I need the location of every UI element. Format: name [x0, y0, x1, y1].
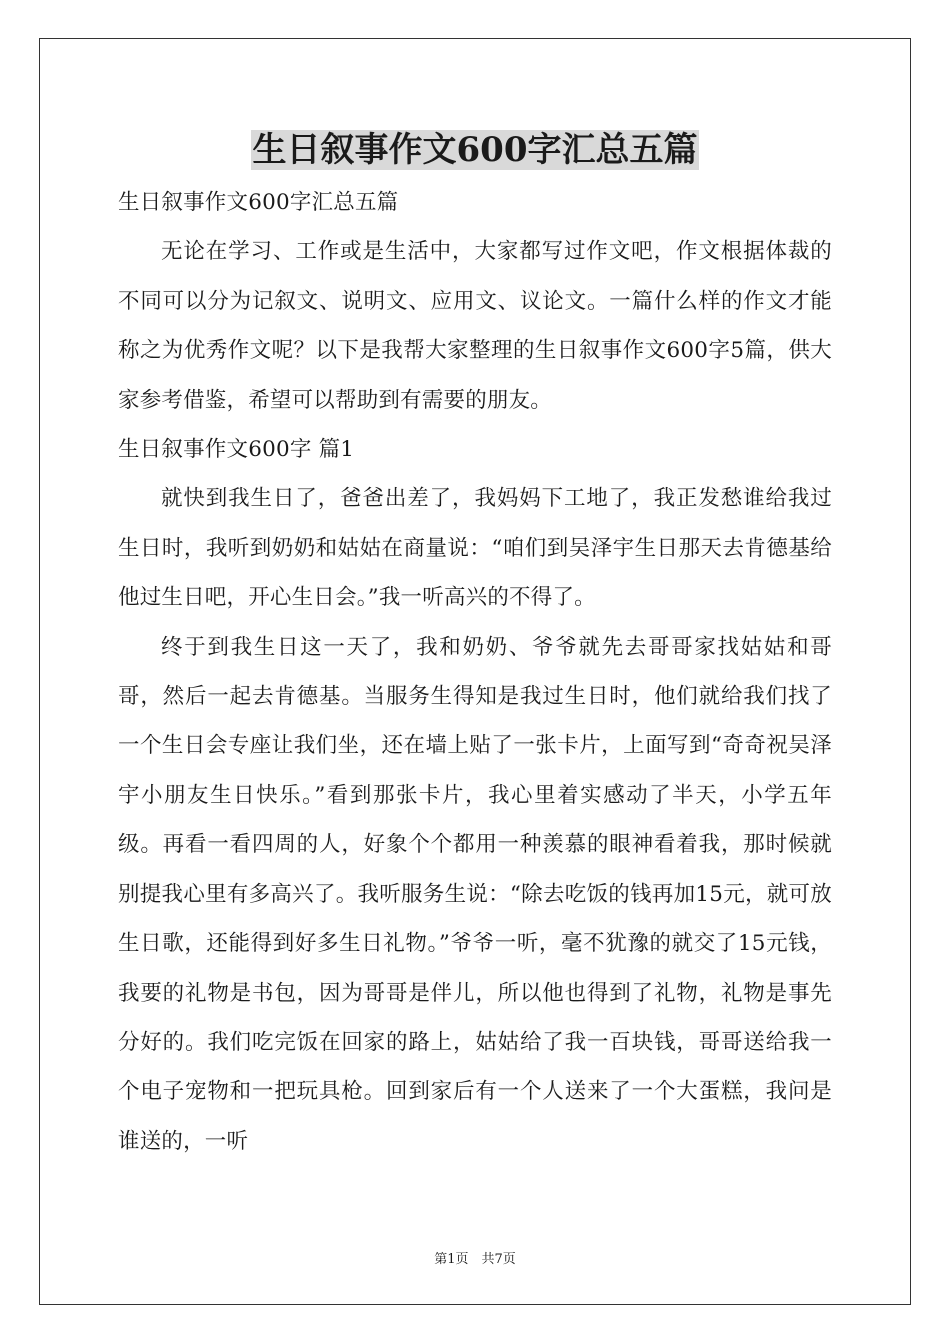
document-body	[118, 178, 832, 1166]
document-title	[0, 128, 950, 172]
intro-paragraph: 无论在学习、工作或是生活中，大家都写过作文吧，作文根据体裁的不同可以分为记叙文、说明文、应用文、议论文。一篇什么样的作文才能称之为优秀作文呢？以下是我帮大家整理的生日叙事作文600字5篇，供大家参考借鉴，希望可以帮助到有需要的朋友。	[118, 239, 832, 413]
body-paragraph: 终于到我生日这一天了，我和奶奶、爷爷就先去哥哥家找姑姑和哥哥，然后一起去肯德基。当服务生得知是我过生日时，他们就给我们找了一个生日会专座让我们坐，还在墙上贴了一张卡片，上面写到“奇奇祝吴泽宇小朋友生日快乐。”看到那张卡片，我心里着实感动了半天，小学五年级。再看一看四周的人，好象个个都用一种羡慕的眼神看着我，那时候就别提我心里有多高兴了。我听服务生说：“除去吃饭的钱再加15元，就可放生日歌，还能得到好多生日礼物。”爷爷一听，毫不犹豫的就交了15元钱，我要的礼物是书包，因为哥哥是伴儿，所以他也得到了礼物，礼物是事先分好的。我们吃完饭在回家的路上，姑姑给了我一百块钱，哥哥送给我一个电子宠物和一把玩具枪。回到家后有一个人送来了一个大蛋糕，我问是谁送的，一听	[118, 634, 832, 1154]
section-heading-1: 生日叙事作文600字 篇1	[118, 437, 355, 463]
page-footer: 第1页 共7页	[434, 1252, 516, 1267]
document-title-text: 生日叙事作文600字汇总五篇	[252, 130, 698, 170]
subtitle-heading: 生日叙事作文600字汇总五篇	[118, 190, 399, 215]
body-paragraph: 就快到我生日了，爸爸出差了，我妈妈下工地了，我正发愁谁给我过生日时，我听到奶奶和姑姑在商量说：“咱们到吴泽宇生日那天去肯德基给他过生日吧，开心生日会。”我一听高兴的不得了。	[118, 486, 832, 611]
